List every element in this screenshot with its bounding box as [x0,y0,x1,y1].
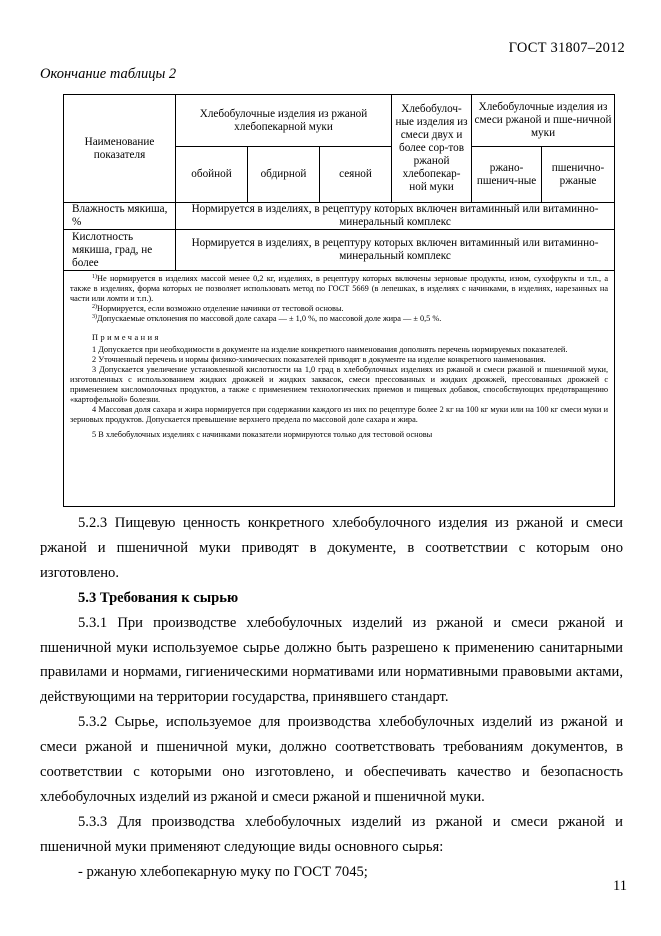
row-value: Нормируется в изделиях, в рецептуру которых включен витаминный или витаминно-минеральный комплекс [176,230,615,271]
col-header-rye-mix: Хлебобулоч-ные изделия из смеси двух и более сор-тов ржаной хлебопекар-ной муки [392,95,472,203]
col-header-rye-wheat-group: Хлебобулочные изделия из смеси ржаной и пше-ничной муки [472,95,615,147]
footnote-3: $^{3)}$Допускаемые отклонения по массовой доле сахара — ± 1,0 %, по массовой доле жира — ± 0,5 %. [92,314,442,324]
row-name: Влажность мякиша, % [64,203,176,230]
col-header-seyanoy: сеяной [320,147,392,203]
col-header-rye-wheat: ржано-пшенич-ные [472,147,542,203]
footnote-2: $^{2)}$Нормируется, если возможно отделение начинки от тестовой основы. [92,304,344,314]
col-header-indicator: Наименование показателя [64,95,176,203]
col-header-oboynoy: обойной [176,147,248,203]
standard-designation: ГОСТ 31807–2012 [508,40,625,56]
note-2: 2 Уточненный перечень и нормы физико-химических показателей приводят в документе на изделие конкретного наименования. [92,354,546,364]
note-5: 5 В хлебобулочных изделиях с начинками показатели нормируются только для тестовой основы [92,430,433,440]
table-caption: Окончание таблицы 2 [40,66,177,82]
table-notes [64,271,615,507]
row-name: Кислотность мякиша, град, не более [64,230,176,271]
note-4: 4 Массовая доля сахара и жира нормируется при содержании каждого из них по рецептуре более 2 кг на 100 кг муки или на 100 кг смеси муки и зерновых продуктов. Допускается превышение верхнего предела по массовой доле сахара и жира. [70,405,609,425]
notes-title: Примечания [92,333,161,343]
section-heading-5-3: 5.3 Требования к сырью [78,589,239,606]
col-header-obdirnoy: обдирной [248,147,320,203]
footnote-1: $^{1)}$Не нормируется в изделиях массой менее 0,2 кг, изделиях, в рецептуру которых включены зерновые продукты, изюм, сухофрукты и т.п., а также в изделиях, форма которых не позволяет использовать метод по ГОСТ 5669 (в лепешках, в изделиях с начинками, в изделиях, нарезанных на части или ломти и т.п.). [70,274,609,304]
table-row [64,230,615,271]
body-text [40,511,623,885]
page-number: 11 [613,878,627,894]
list-item: - ржаную хлебопекарную муку по ГОСТ 7045; [78,863,368,880]
row-value: Нормируется в изделиях, в рецептуру которых включен витаминный или витаминно-минеральный комплекс [176,203,615,230]
note-1: 1 Допускается при необходимости в документе на изделие конкретного наименования дополнять перечень нормируемых показателей. [92,344,568,354]
note-3: 3 Допускается увеличение установленной кислотности на 1,0 град в хлебобулочных изделиях из ржаной и смеси ржаной и пшеничной муки, изготовленных с использованием жидких дрожжей и жидких заквасок, смеси прессованных и жидких дрожжей, прессованных дрожжей с применением кисломолочных продуктов, а также с применением технологических приемов и пищевых добавок, способствующих предотвращению «картофельной» болезни. [70,364,609,405]
paragraph-5-3-3: 5.3.3 Для производства хлебобулочных изделий из ржаной и смеси ржаной и пшеничной муки применяют следующие виды основного сырья: [40,813,623,855]
paragraph-5-3-1: 5.3.1 При производстве хлебобулочных изделий из ржаной и смеси ржаной и пшеничной муки используемое сырье должно быть разрешено к применению санитарными правилами и нормами, гигиеническими нормативами или нормативными правовыми актами, действующими на территории государства, принявшего стандарт. [40,614,623,706]
col-header-wheat-rye: пшенично-ржаные [542,147,615,203]
data-table [63,94,615,507]
table-row [64,203,615,230]
col-header-rye-group: Хлебобулочные изделия из ржаной хлебопекарной муки [176,95,392,147]
paragraph-5-3-2: 5.3.2 Сырье, используемое для производства хлебобулочных изделий из ржаной и смеси ржаной и пшеничной муки, должно соответствовать требованиям документов, в соответствии с которыми оно изготовлено, и обеспечивать качество и безопасность хлебобулочных изделий из ржаной и смеси ржаной и пшеничной муки. [40,714,623,805]
paragraph-5-2-3: 5.2.3 Пищевую ценность конкретного хлебобулочного изделия из ржаной и смеси ржаной и пшеничной муки приводят в документе, в соответствии с которым оно изготовлено. [40,515,623,581]
